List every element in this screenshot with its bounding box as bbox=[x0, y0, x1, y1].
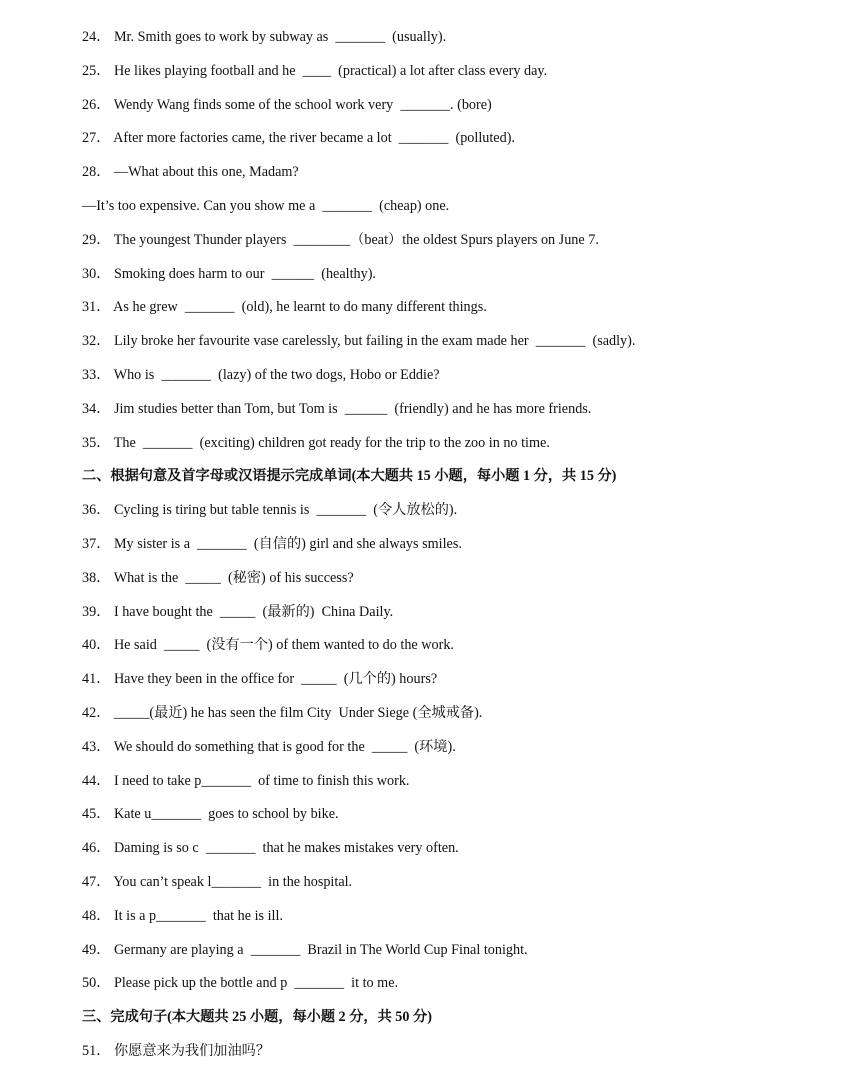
question-number: 31． bbox=[82, 299, 111, 316]
question-line bbox=[82, 873, 352, 891]
question-text: I have bought the _____ (最新的) China Daily. bbox=[113, 603, 394, 620]
section-heading-text: 三、完成句子(本大题共 25 小题，每小题 2 分，共 50 分) bbox=[82, 1009, 432, 1026]
question-number: 26． bbox=[82, 96, 111, 113]
question-line bbox=[82, 400, 591, 418]
question-text: 你愿意来为我们加油吗？ bbox=[113, 1043, 271, 1059]
question-line bbox=[82, 670, 437, 688]
question-text: He likes playing football and he ____ (practical) a lot after class every day. bbox=[113, 62, 548, 79]
question-number: 36． bbox=[82, 502, 111, 519]
question-text: _____(最近) he has seen the film City Under Siege (全城戒备). bbox=[113, 705, 483, 721]
question-number: 34． bbox=[82, 400, 111, 417]
question-line bbox=[82, 738, 456, 756]
question-number: 32． bbox=[82, 333, 111, 350]
question-number: 29． bbox=[82, 231, 111, 248]
question-number: 24． bbox=[82, 29, 111, 45]
question-text: —It’s too expensive. Can you show me a _______ (cheap) one. bbox=[82, 198, 450, 214]
question-text: Kate u_______ goes to school by bike. bbox=[113, 806, 339, 823]
question-text: Wendy Wang finds some of the school work very _______. (bore) bbox=[113, 96, 492, 113]
question-line bbox=[82, 265, 376, 283]
question-text: I need to take p_______ of time to finish this work. bbox=[113, 772, 410, 789]
question-number: 38． bbox=[82, 569, 111, 586]
question-line bbox=[82, 434, 550, 452]
question-line bbox=[82, 501, 457, 519]
question-line bbox=[82, 941, 528, 959]
question-line bbox=[82, 569, 354, 587]
question-text: Daming is so c _______ that he makes mistakes very often. bbox=[113, 840, 459, 857]
question-line bbox=[82, 298, 487, 316]
question-text: After more factories came, the river became a lot _______ (polluted). bbox=[113, 130, 515, 147]
question-text: The youngest Thunder players ________（beat）the oldest Spurs players on June 7. bbox=[113, 231, 599, 248]
section-heading bbox=[82, 1008, 432, 1026]
question-text: Jim studies better than Tom, but Tom is ______ (friendly) and he has more friends. bbox=[113, 400, 592, 417]
question-text: What is the _____ (秘密) of his success? bbox=[113, 569, 354, 586]
question-text: My sister is a _______ (自信的) girl and she always smiles. bbox=[113, 536, 462, 552]
question-text: Have they been in the office for _____ (几个的) hours? bbox=[113, 671, 438, 688]
section-heading bbox=[82, 467, 616, 485]
question-number: 37． bbox=[82, 536, 111, 552]
question-number: 28． bbox=[82, 164, 111, 181]
question-number: 33． bbox=[82, 367, 111, 383]
question-number: 39． bbox=[82, 603, 111, 620]
question-text: We should do something that is good for the _____ (环境). bbox=[113, 738, 456, 755]
question-line bbox=[82, 805, 339, 823]
question-line bbox=[82, 772, 409, 790]
question-line bbox=[82, 907, 283, 925]
question-text: Please pick up the bottle and p _______ it to me. bbox=[113, 975, 399, 992]
question-number: 47． bbox=[82, 874, 111, 890]
question-number: 41． bbox=[82, 671, 111, 688]
question-line bbox=[82, 603, 393, 621]
question-line bbox=[82, 366, 440, 384]
question-number: 43． bbox=[82, 738, 111, 755]
question-number: 44． bbox=[82, 772, 111, 789]
question-line bbox=[82, 636, 454, 654]
question-line bbox=[82, 704, 482, 722]
question-number: 45． bbox=[82, 806, 111, 823]
question-text: —What about this one, Madam? bbox=[113, 164, 299, 181]
question-number: 27． bbox=[82, 130, 111, 147]
question-text: It is a p_______ that he is ill. bbox=[113, 907, 283, 924]
question-line bbox=[82, 974, 398, 992]
question-number: 50． bbox=[82, 975, 111, 992]
question-line bbox=[82, 197, 449, 215]
question-line bbox=[82, 129, 515, 147]
question-number: 46． bbox=[82, 840, 111, 857]
question-text: Germany are playing a _______ Brazil in The World Cup Final tonight. bbox=[113, 941, 528, 958]
question-text: Lily broke her favourite vase carelessly, but failing in the exam made her _______ (sadly). bbox=[113, 333, 636, 350]
question-line bbox=[82, 839, 459, 857]
question-number: 25． bbox=[82, 62, 111, 79]
question-number: 42． bbox=[82, 705, 111, 721]
question-line bbox=[82, 231, 599, 249]
question-line bbox=[82, 96, 492, 114]
question-line bbox=[82, 163, 299, 181]
question-text: As he grew _______ (old), he learnt to do many different things. bbox=[113, 299, 487, 316]
question-number: 30． bbox=[82, 265, 111, 282]
question-line bbox=[82, 28, 446, 46]
question-text: Cycling is tiring but table tennis is _______ (令人放松的). bbox=[113, 502, 458, 519]
question-text: Who is _______ (lazy) of the two dogs, Hobo or Eddie? bbox=[113, 367, 440, 383]
question-number: 51． bbox=[82, 1043, 111, 1059]
question-number: 49． bbox=[82, 941, 111, 958]
question-number: 40． bbox=[82, 637, 111, 654]
question-line bbox=[82, 535, 462, 553]
question-line bbox=[82, 62, 547, 80]
question-text: Mr. Smith goes to work by subway as _______ (usually). bbox=[113, 29, 447, 45]
question-number: 35． bbox=[82, 434, 111, 451]
question-number: 48． bbox=[82, 907, 111, 924]
question-text: Smoking does harm to our ______ (healthy). bbox=[113, 265, 376, 282]
question-text: He said _____ (没有一个) of them wanted to do the work. bbox=[113, 637, 454, 654]
question-text: The _______ (exciting) children got ready for the trip to the zoo in no time. bbox=[113, 434, 550, 451]
question-line bbox=[82, 1042, 270, 1060]
question-text: You can’t speak l_______ in the hospital. bbox=[113, 874, 353, 890]
section-heading-text: 二、根据句意及首字母或汉语提示完成单词(本大题共 15 小题，每小题 1 分，共 15 分) bbox=[82, 468, 617, 485]
question-line bbox=[82, 332, 635, 350]
